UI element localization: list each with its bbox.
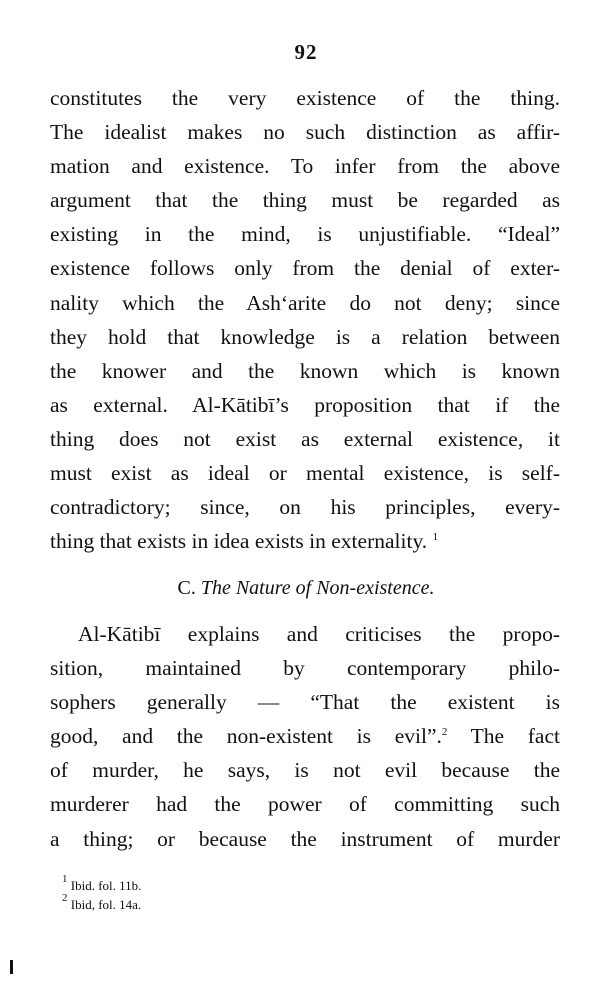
footnote [62,892,142,914]
text-line: must exist as ideal or mental existence, is self- [50,461,560,486]
text-line: sophers generally — “That the existent is [50,690,560,715]
text-line: the knower and the known which is known [50,358,560,383]
footnote-reference-2: 2 [441,726,448,739]
text-line: mation and existence. To infer from the above [50,154,560,179]
paragraph-1 [50,81,560,558]
text-line: existing in the mind, is unjustifiable. “Ideal” [50,222,560,247]
text-line-with-note [50,719,560,753]
text-line: of murder, he says, is not evil because the [50,758,560,783]
text-line: a thing; or because the instrument of murder [50,826,560,851]
text-line: as external. Al-Kātibī’s proposition that if the [50,392,560,417]
footnote-mark: 2 [62,892,68,904]
text-line: constitutes the very existence of the thing. [50,86,560,110]
footnote-mark: 1 [62,873,68,885]
footnotes [62,873,142,914]
text-line: The idealist makes no such distinction as affir- [50,120,560,145]
text-line: contradictory; since, on his principles, every- [50,495,560,520]
text-line: nality which the Ash‘arite do not deny; since [50,290,560,315]
text-line: thing does not exist as external existence, it [50,426,560,451]
footnote-text: Ibid, fol. 14a. [70,897,142,912]
text-line-last [50,524,560,558]
section-heading-title: The Nature of Non-existence. [200,577,435,599]
footnote-reference-1: 1 [432,531,439,544]
page-number: 92 [294,40,318,64]
paragraph-2 [50,617,560,856]
text-line-tail: The fact [470,724,560,749]
footnote [62,873,142,895]
text-line-content: good, and the non-existent is evil”. [50,724,442,749]
margin-mark [10,960,13,974]
text-line: existence follows only from the denial of exter- [50,256,560,281]
text-line: sition, maintained by contemporary philo- [50,656,560,681]
text-line: argument that the thing must be regarded as [50,188,560,213]
footnote-text: Ibid. fol. 11b. [70,878,142,893]
text-line: they hold that knowledge is a relation between [50,324,560,349]
text-line: Al-Kātibī explains and criticises the propo- [78,622,560,646]
section-heading [0,577,612,600]
text-line: murderer had the power of committing such [50,792,560,817]
text-line-content: thing that exists in idea exists in externality. [50,529,428,554]
section-heading-prefix: C. [177,577,196,599]
